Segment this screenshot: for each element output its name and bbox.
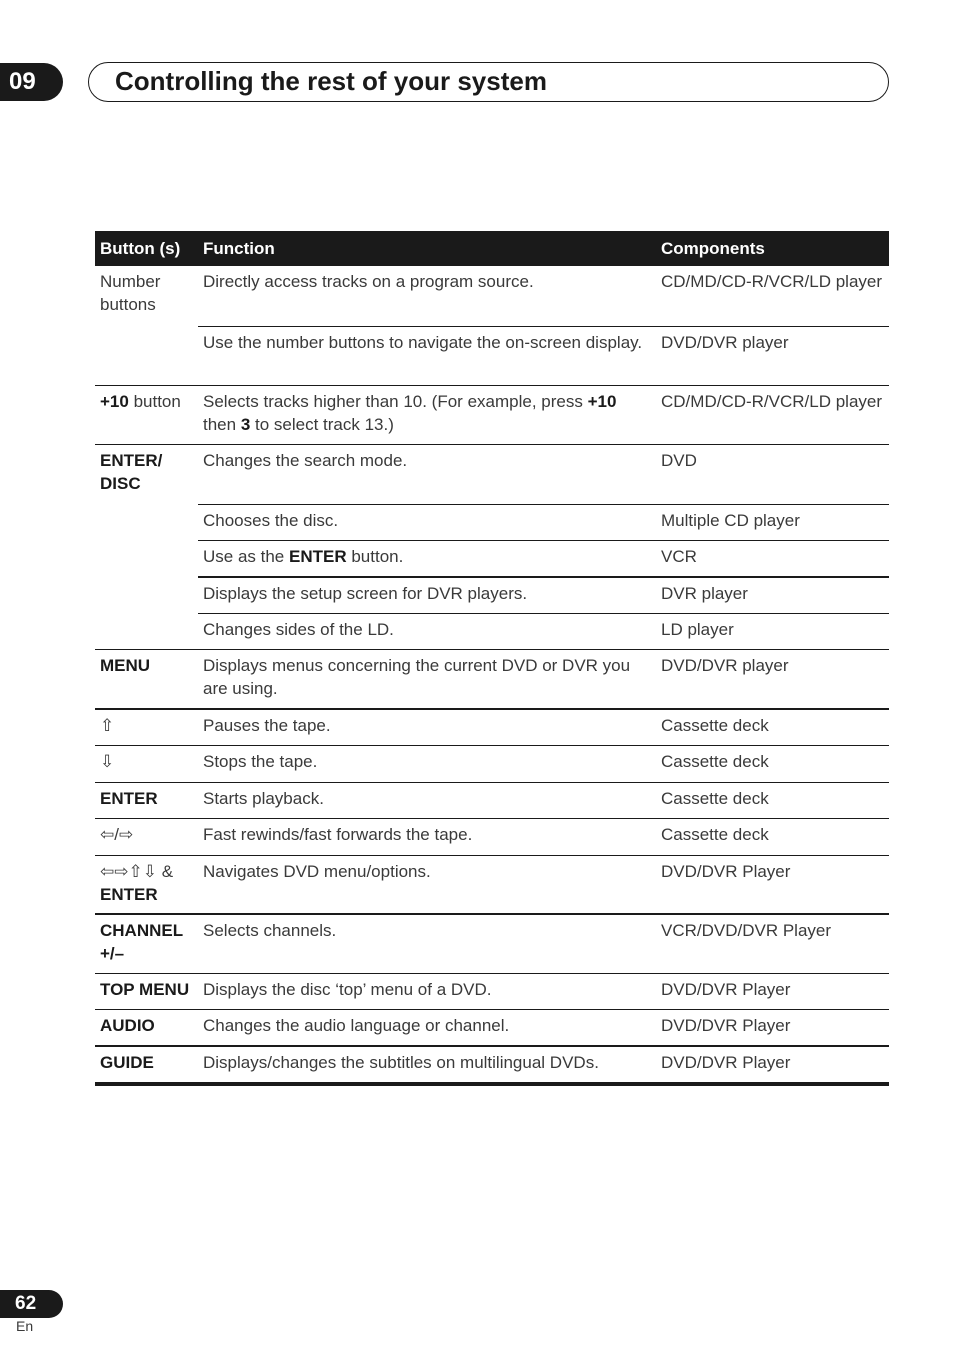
button-cell: [95, 709, 198, 745]
text-run: to select track 13.): [250, 414, 394, 434]
button-cell: MENU: [95, 649, 198, 709]
component-cell: Cassette deck: [656, 782, 889, 818]
table-row: [95, 266, 889, 326]
component-cell: DVD/DVR Player: [656, 973, 889, 1009]
text-run: Use as the: [203, 546, 289, 566]
table-row: [95, 709, 889, 745]
text-run: button.: [346, 546, 404, 566]
function-cell: Directly access tracks on a program source.: [198, 266, 656, 326]
function-cell: Stops the tape.: [198, 745, 656, 782]
function-cell: Displays menus concerning the current DVD or DVR you are using.: [198, 649, 656, 709]
table-header-row: [95, 231, 889, 266]
column-header-function: Function: [198, 231, 656, 266]
function-cell: Navigates DVD menu/options.: [198, 855, 656, 914]
component-cell: DVD/DVR player: [656, 649, 889, 709]
button-label-rest: button: [128, 391, 181, 411]
direction-arrows-icon: ⇦⇨⇧⇩: [100, 861, 157, 881]
text-run-bold: ENTER: [100, 884, 158, 904]
table-row: [95, 855, 889, 914]
left-right-arrows-icon: ⇦/⇨: [100, 824, 134, 844]
table-row: [95, 577, 889, 613]
component-cell: Multiple CD player: [656, 504, 889, 540]
table-row: [95, 1046, 889, 1084]
button-cell: [95, 818, 198, 855]
component-cell: LD player: [656, 613, 889, 649]
component-cell: DVD/DVR Player: [656, 1009, 889, 1046]
table-row: [95, 326, 889, 385]
component-cell: DVD/DVR Player: [656, 855, 889, 914]
text-run-bold: 3: [240, 414, 251, 434]
table-row: [95, 782, 889, 818]
component-cell: CD/MD/CD-R/VCR/LD player: [656, 266, 889, 326]
button-cell: GUIDE: [95, 1046, 198, 1084]
button-cell: ENTER/ DISC: [95, 444, 198, 649]
component-cell: DVR player: [656, 577, 889, 613]
component-cell: Cassette deck: [656, 745, 889, 782]
function-cell: Use the number buttons to navigate the on-screen display.: [198, 326, 656, 385]
text-run: then: [203, 414, 241, 434]
component-cell: DVD/DVR player: [656, 326, 889, 385]
component-cell: Cassette deck: [656, 709, 889, 745]
function-cell: Pauses the tape.: [198, 709, 656, 745]
function-cell: Starts playback.: [198, 782, 656, 818]
chapter-number-badge: 09: [0, 63, 63, 101]
text-run-bold: ENTER: [289, 546, 347, 566]
text-run-bold: +10: [587, 391, 617, 411]
component-cell: VCR: [656, 540, 889, 577]
button-cell: AUDIO: [95, 1009, 198, 1046]
table-row: [95, 444, 889, 504]
table-row: [95, 973, 889, 1009]
table-row: [95, 745, 889, 782]
table-row: [95, 613, 889, 649]
button-cell: TOP MENU: [95, 973, 198, 1009]
function-cell: Displays/changes the subtitles on multilingual DVDs.: [198, 1046, 656, 1084]
column-header-components: Components: [656, 231, 889, 266]
function-table: [95, 231, 889, 1086]
button-cell: [95, 855, 198, 914]
function-cell: Changes sides of the LD.: [198, 613, 656, 649]
text-run: &: [156, 861, 174, 881]
function-cell: Changes the audio language or channel.: [198, 1009, 656, 1046]
page-number-badge: 62: [0, 1290, 63, 1318]
button-cell: [95, 385, 198, 444]
table-row: [95, 1009, 889, 1046]
component-cell: DVD/DVR Player: [656, 1046, 889, 1084]
component-cell: VCR/DVD/DVR Player: [656, 914, 889, 973]
component-cell: DVD: [656, 444, 889, 504]
function-cell: Displays the disc ‘top’ menu of a DVD.: [198, 973, 656, 1009]
table-row: [95, 649, 889, 709]
function-cell: Fast rewinds/fast forwards the tape.: [198, 818, 656, 855]
function-cell: Changes the search mode.: [198, 444, 656, 504]
down-arrow-icon: ⇩: [100, 751, 115, 771]
table-row: [95, 818, 889, 855]
function-cell: [198, 385, 656, 444]
button-cell: ENTER: [95, 782, 198, 818]
column-header-button: Button (s): [95, 231, 198, 266]
component-cell: CD/MD/CD-R/VCR/LD player: [656, 385, 889, 444]
function-cell: Displays the setup screen for DVR players.: [198, 577, 656, 613]
button-cell: Number buttons: [95, 266, 198, 385]
table-row: [95, 914, 889, 973]
button-cell: CHANNEL +/–: [95, 914, 198, 973]
up-arrow-icon: ⇧: [100, 716, 115, 735]
button-cell: [95, 745, 198, 782]
function-cell: [198, 540, 656, 577]
table-row: [95, 504, 889, 540]
page-title: Controlling the rest of your system: [88, 62, 889, 102]
text-run: Selects tracks higher than 10. (For example, press: [203, 391, 588, 411]
button-label-bold: +10: [100, 391, 129, 411]
language-code: En: [16, 1318, 34, 1334]
function-cell: Selects channels.: [198, 914, 656, 973]
table-row: [95, 540, 889, 577]
function-cell: Chooses the disc.: [198, 504, 656, 540]
table-row: [95, 385, 889, 444]
component-cell: Cassette deck: [656, 818, 889, 855]
